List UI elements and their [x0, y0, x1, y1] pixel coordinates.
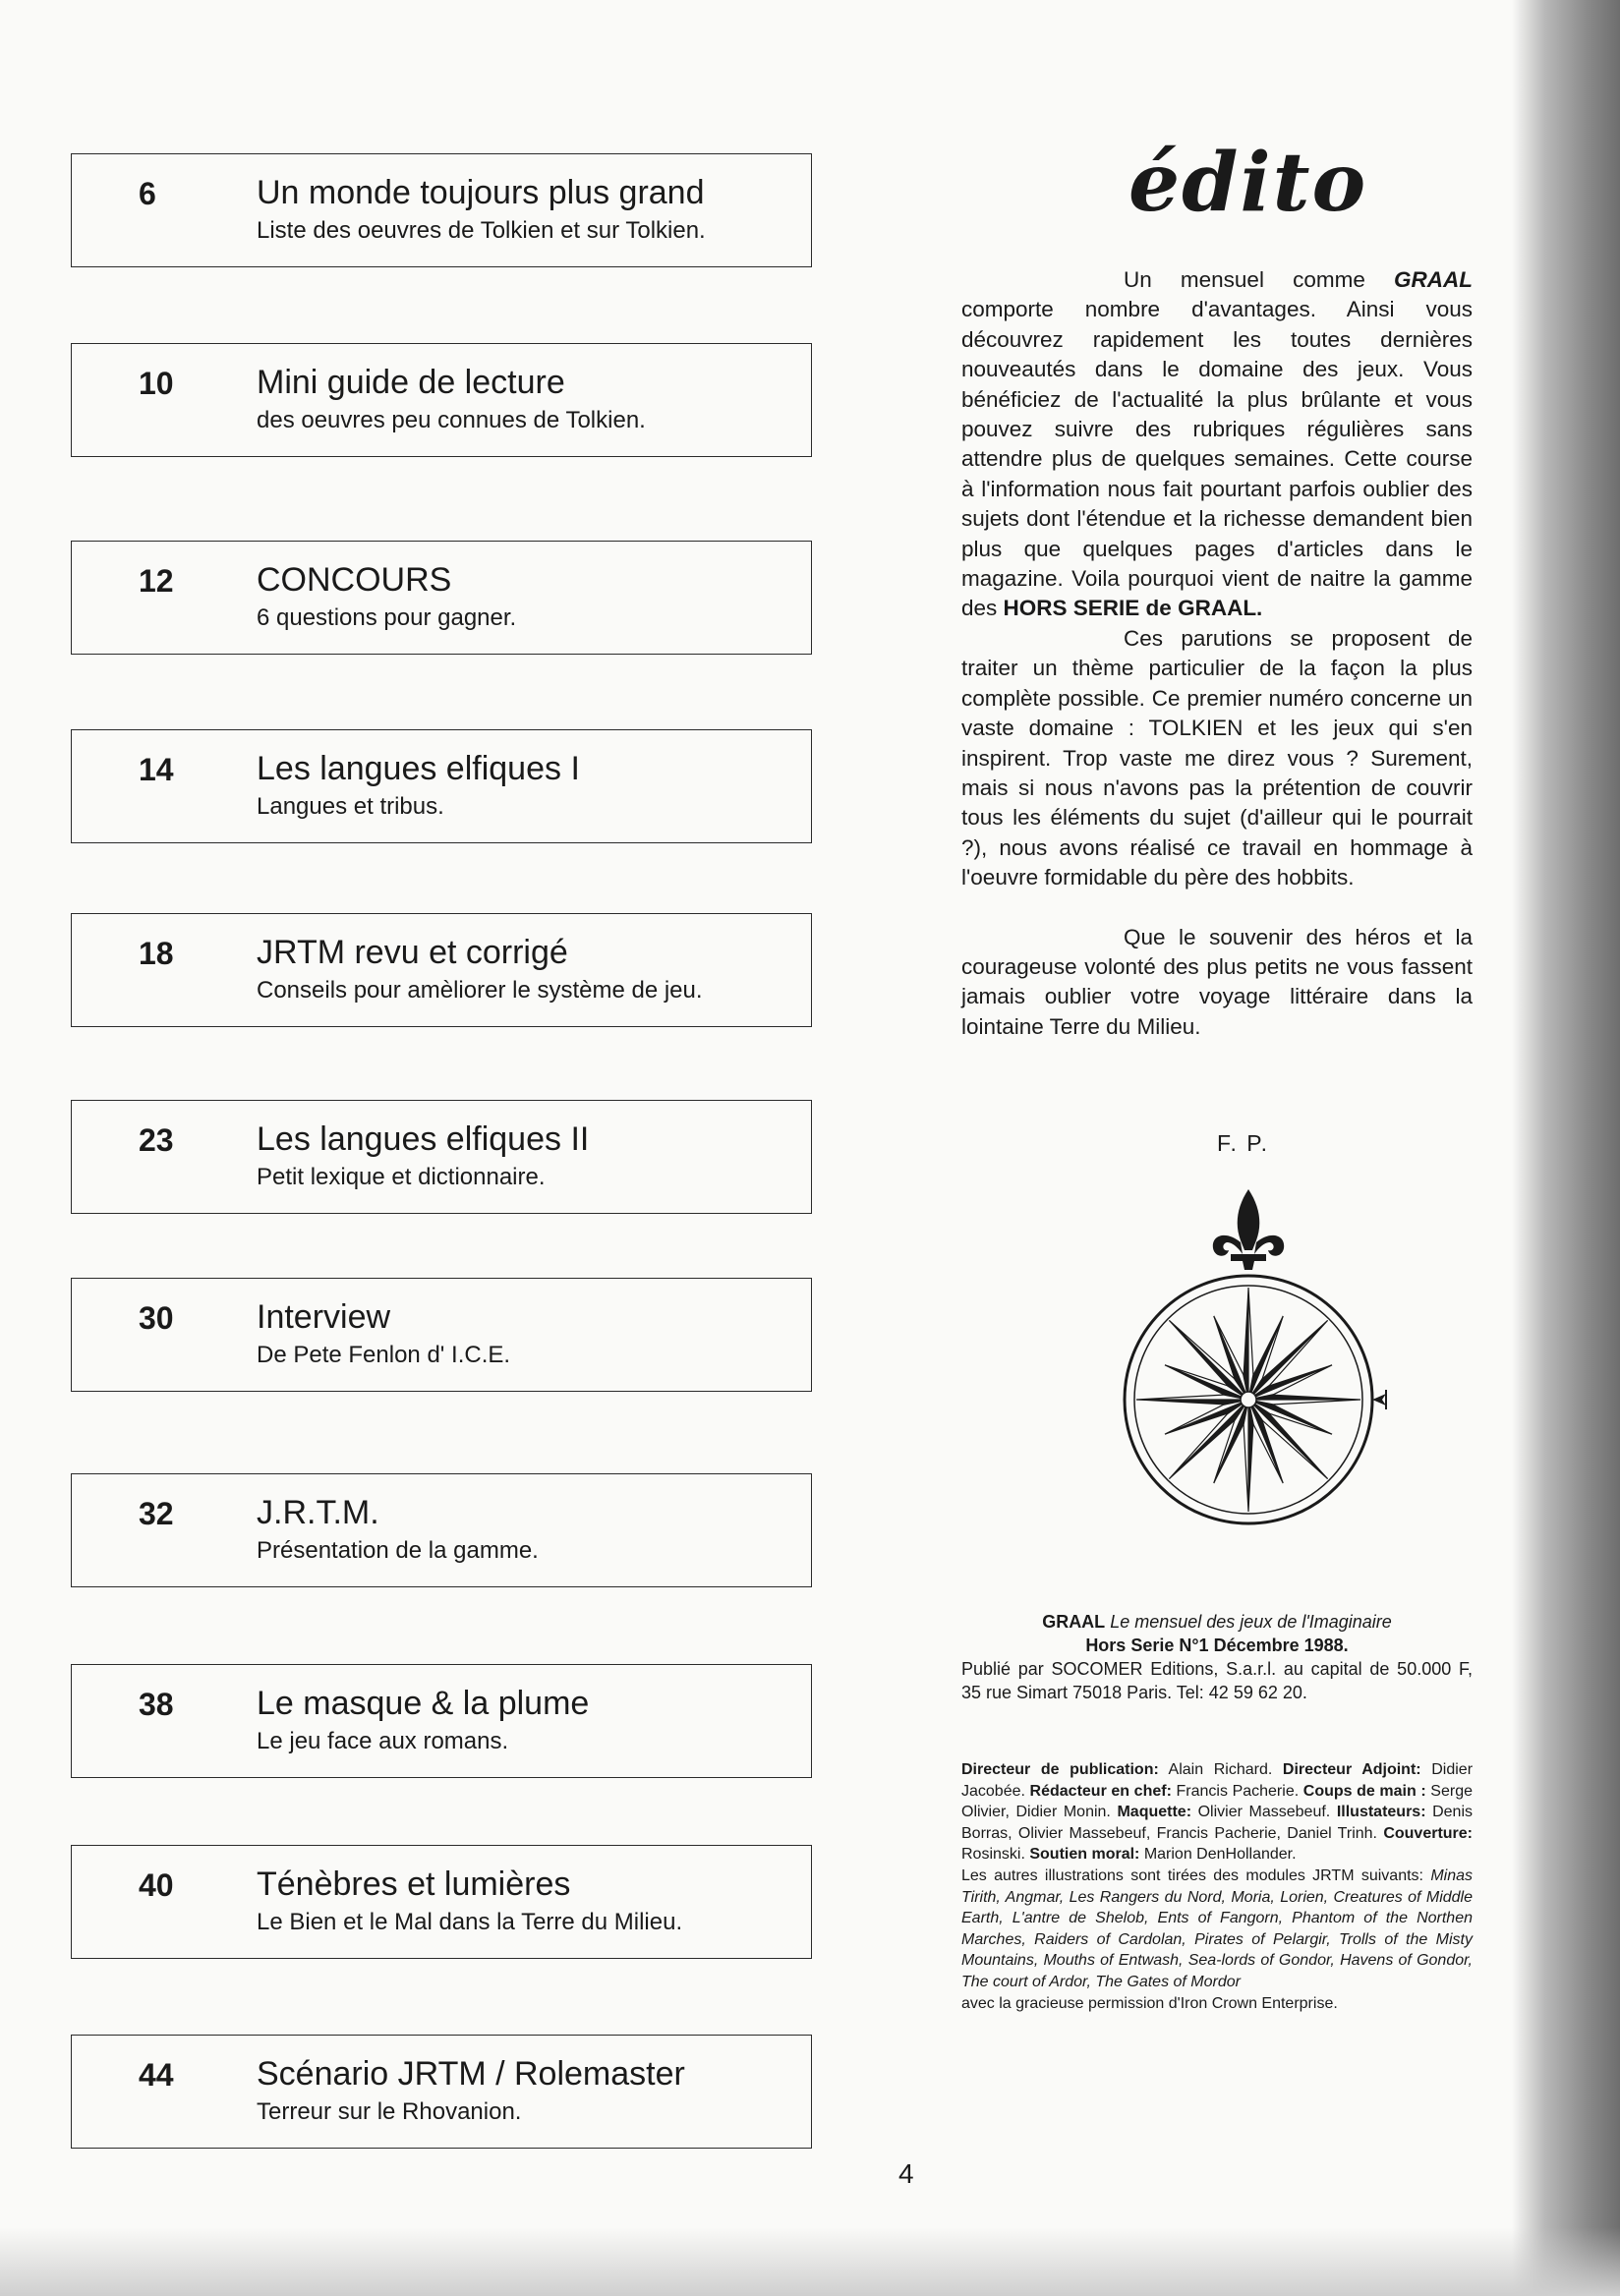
credits-staff — [961, 1759, 1473, 1866]
toc-page-number: 32 — [139, 1496, 174, 1531]
credit-label: Couverture: — [1383, 1824, 1473, 1842]
credit-label: Maquette: — [1117, 1804, 1192, 1821]
credit-value: Francis Pacherie. — [1171, 1782, 1303, 1800]
toc-page-number: 44 — [139, 2057, 174, 2093]
toc-title: Le masque & la plume — [257, 1685, 590, 1722]
colophon — [961, 1610, 1473, 1704]
credits-permission: avec la gracieuse permission d'Iron Crown Enterprise. — [961, 1994, 1338, 2012]
edito-body — [961, 265, 1473, 1042]
credit-value: Marion DenHollander. — [1139, 1846, 1297, 1864]
credit-value: Denis Borras, Olivier Massebeuf, Francis Pacherie, Daniel Trinh. — [961, 1804, 1474, 1842]
toc-subtitle: Le jeu face aux romans. — [257, 1728, 509, 1754]
toc-title: Mini guide de lecture — [257, 364, 565, 401]
edito-paragraph: Ces parutions se proposent de traiter un thème particulier de la façon la plus complète possible. Ce premier numéro concerne un vaste domaine : TOLKIEN et les jeux qui s'en inspirent. Trop vaste me direz vous ? Surement, mais si nous n'avons pas la prétention de couvrir tous les éléments du sujet (d'ailleur qui le pourrait ?), nous avons réalisé ce travail en hommage à l'oeuvre formidable du père des hobbits. — [961, 625, 1473, 890]
toc-title: Un monde toujours plus grand — [257, 174, 705, 211]
credits — [961, 1759, 1473, 2014]
toc-title: Les langues elfiques I — [257, 750, 580, 787]
colophon-brand: GRAAL — [1042, 1612, 1106, 1632]
module-list: Minas Tirith, Angmar, Les Rangers du Nord, Moria, Lorien, Creatures of Middle Earth, L'antre de Shelob, Ents of Fangorn, Phantom of the Northen Marches, Raiders of Cardolan, Pirates of Pelargir, Trolls of the Misty Mountains, Mouths of Entwash, Sea-lords of Gondor, Havens of Gondor, The court of Ardor, The Gates of Mordor — [961, 1866, 1473, 1990]
toc-subtitle: Langues et tribus. — [257, 793, 444, 820]
toc-entry[interactable] — [71, 343, 812, 457]
series-name: HORS SERIE de GRAAL. — [1003, 596, 1263, 621]
toc-page-number: 14 — [139, 752, 174, 787]
credit-label: Illustateurs: — [1336, 1804, 1426, 1821]
toc-page-number: 40 — [139, 1867, 174, 1903]
toc-subtitle: Le Bien et le Mal dans la Terre du Milieu. — [257, 1909, 683, 1935]
toc-title: Interview — [257, 1298, 391, 1336]
toc-subtitle: Présentation de la gamme. — [257, 1537, 539, 1564]
toc-entry[interactable] — [71, 1845, 812, 1959]
colophon-publisher: Publié par SOCOMER Editions, S.a.r.l. au capital de 50.000 F, 35 rue Simart 75018 Paris. Tel: 42 59 62 20. — [961, 1659, 1473, 1702]
colophon-tagline: Le mensuel des jeux de l'Imaginaire — [1110, 1612, 1392, 1632]
credits-illustrations — [961, 1866, 1473, 1993]
toc-title: Scénario JRTM / Rolemaster — [257, 2055, 685, 2093]
toc-title: JRTM revu et corrigé — [257, 934, 568, 971]
toc-entry[interactable] — [71, 541, 812, 655]
edito-paragraph — [961, 265, 1473, 624]
toc-entry[interactable] — [71, 1278, 812, 1392]
credit-value: Olivier Massebeuf. — [1191, 1804, 1337, 1821]
toc-page-number: 12 — [139, 563, 174, 599]
edito-text: Un mensuel comme — [1124, 267, 1394, 292]
toc-subtitle: des oeuvres peu connues de Tolkien. — [257, 407, 646, 433]
toc-subtitle: 6 questions pour gagner. — [257, 604, 517, 631]
toc-entry[interactable] — [71, 1100, 812, 1214]
scan-bottom-shadow — [0, 2227, 1620, 2296]
toc-entry[interactable] — [71, 1664, 812, 1778]
credit-label: Directeur de publication: — [961, 1761, 1159, 1778]
edito-signature: F. P. — [1217, 1130, 1270, 1156]
toc-entry[interactable] — [71, 913, 812, 1027]
toc-page-number: 6 — [139, 176, 156, 211]
toc-subtitle: Conseils pour amèliorer le système de jeu. — [257, 977, 703, 1004]
edito-paragraph: Que le souvenir des héros et la courageuse volonté des plus petits ne vous fassent jamais oublier votre voyage littéraire dans la lointaine Terre du Milieu. — [961, 924, 1473, 1039]
toc-subtitle: Terreur sur le Rhovanion. — [257, 2098, 522, 2125]
toc-page-number: 38 — [139, 1687, 174, 1722]
toc-page-number: 30 — [139, 1300, 174, 1336]
toc-title: Les langues elfiques II — [257, 1120, 590, 1158]
credit-label: Soutien moral: — [1029, 1846, 1140, 1864]
credit-label: Coups de main : — [1302, 1782, 1426, 1800]
credit-label: Directeur Adjoint: — [1282, 1761, 1421, 1778]
toc-subtitle: Liste des oeuvres de Tolkien et sur Tolkien. — [257, 217, 706, 244]
credit-text: Les autres illustrations sont tirées des modules JRTM suivants: — [961, 1866, 1431, 1884]
toc-subtitle: De Pete Fenlon d' I.C.E. — [257, 1342, 511, 1368]
compass-rose-icon — [1091, 1185, 1406, 1559]
toc-title: CONCOURS — [257, 561, 452, 599]
colophon-masthead — [961, 1610, 1473, 1634]
toc-entry[interactable] — [71, 1473, 812, 1587]
toc-page-number: 23 — [139, 1122, 174, 1158]
credit-value: Serge Olivier, Didier Monin. — [961, 1782, 1474, 1821]
toc-entry[interactable] — [71, 729, 812, 843]
toc-title: Ténèbres et lumières — [257, 1866, 571, 1903]
scan-edge-shadow — [1512, 0, 1620, 2296]
toc-title: J.R.T.M. — [257, 1494, 379, 1531]
toc-page-number: 18 — [139, 936, 174, 971]
credit-label: Rédacteur en chef: — [1029, 1782, 1172, 1800]
page-number: 4 — [898, 2158, 914, 2189]
credit-value: Didier Jacobée. — [961, 1761, 1474, 1800]
brand-name: GRAAL — [1394, 267, 1473, 292]
edito-text: comporte nombre d'avantages. Ainsi vous découvrez rapidement les toutes dernières nouveautés dans le domaine des jeux. Vous bénéficiez de l'actualité la plus brûlante et vous pouvez suivre des rubriques régulières sans attendre plus de quelques semaines. Cette course à l'information nous fait pourtant parfois oublier des sujets dont l'étendue et la richesse demandent bien plus que quelques pages d'articles dans le magazine. Voila pourquoi vient de naitre la gamme des — [961, 297, 1473, 621]
toc-subtitle: Petit lexique et dictionnaire. — [257, 1164, 546, 1190]
toc-page-number: 10 — [139, 366, 174, 401]
toc-entry[interactable] — [71, 153, 812, 267]
colophon-issue: Hors Serie N°1 Décembre 1988. — [1085, 1636, 1349, 1655]
toc-entry[interactable] — [71, 2035, 812, 2149]
credit-value: Rosinski. — [961, 1846, 1030, 1864]
credit-value: Alain Richard. — [1158, 1761, 1283, 1778]
edito-title: édito — [1128, 136, 1368, 230]
